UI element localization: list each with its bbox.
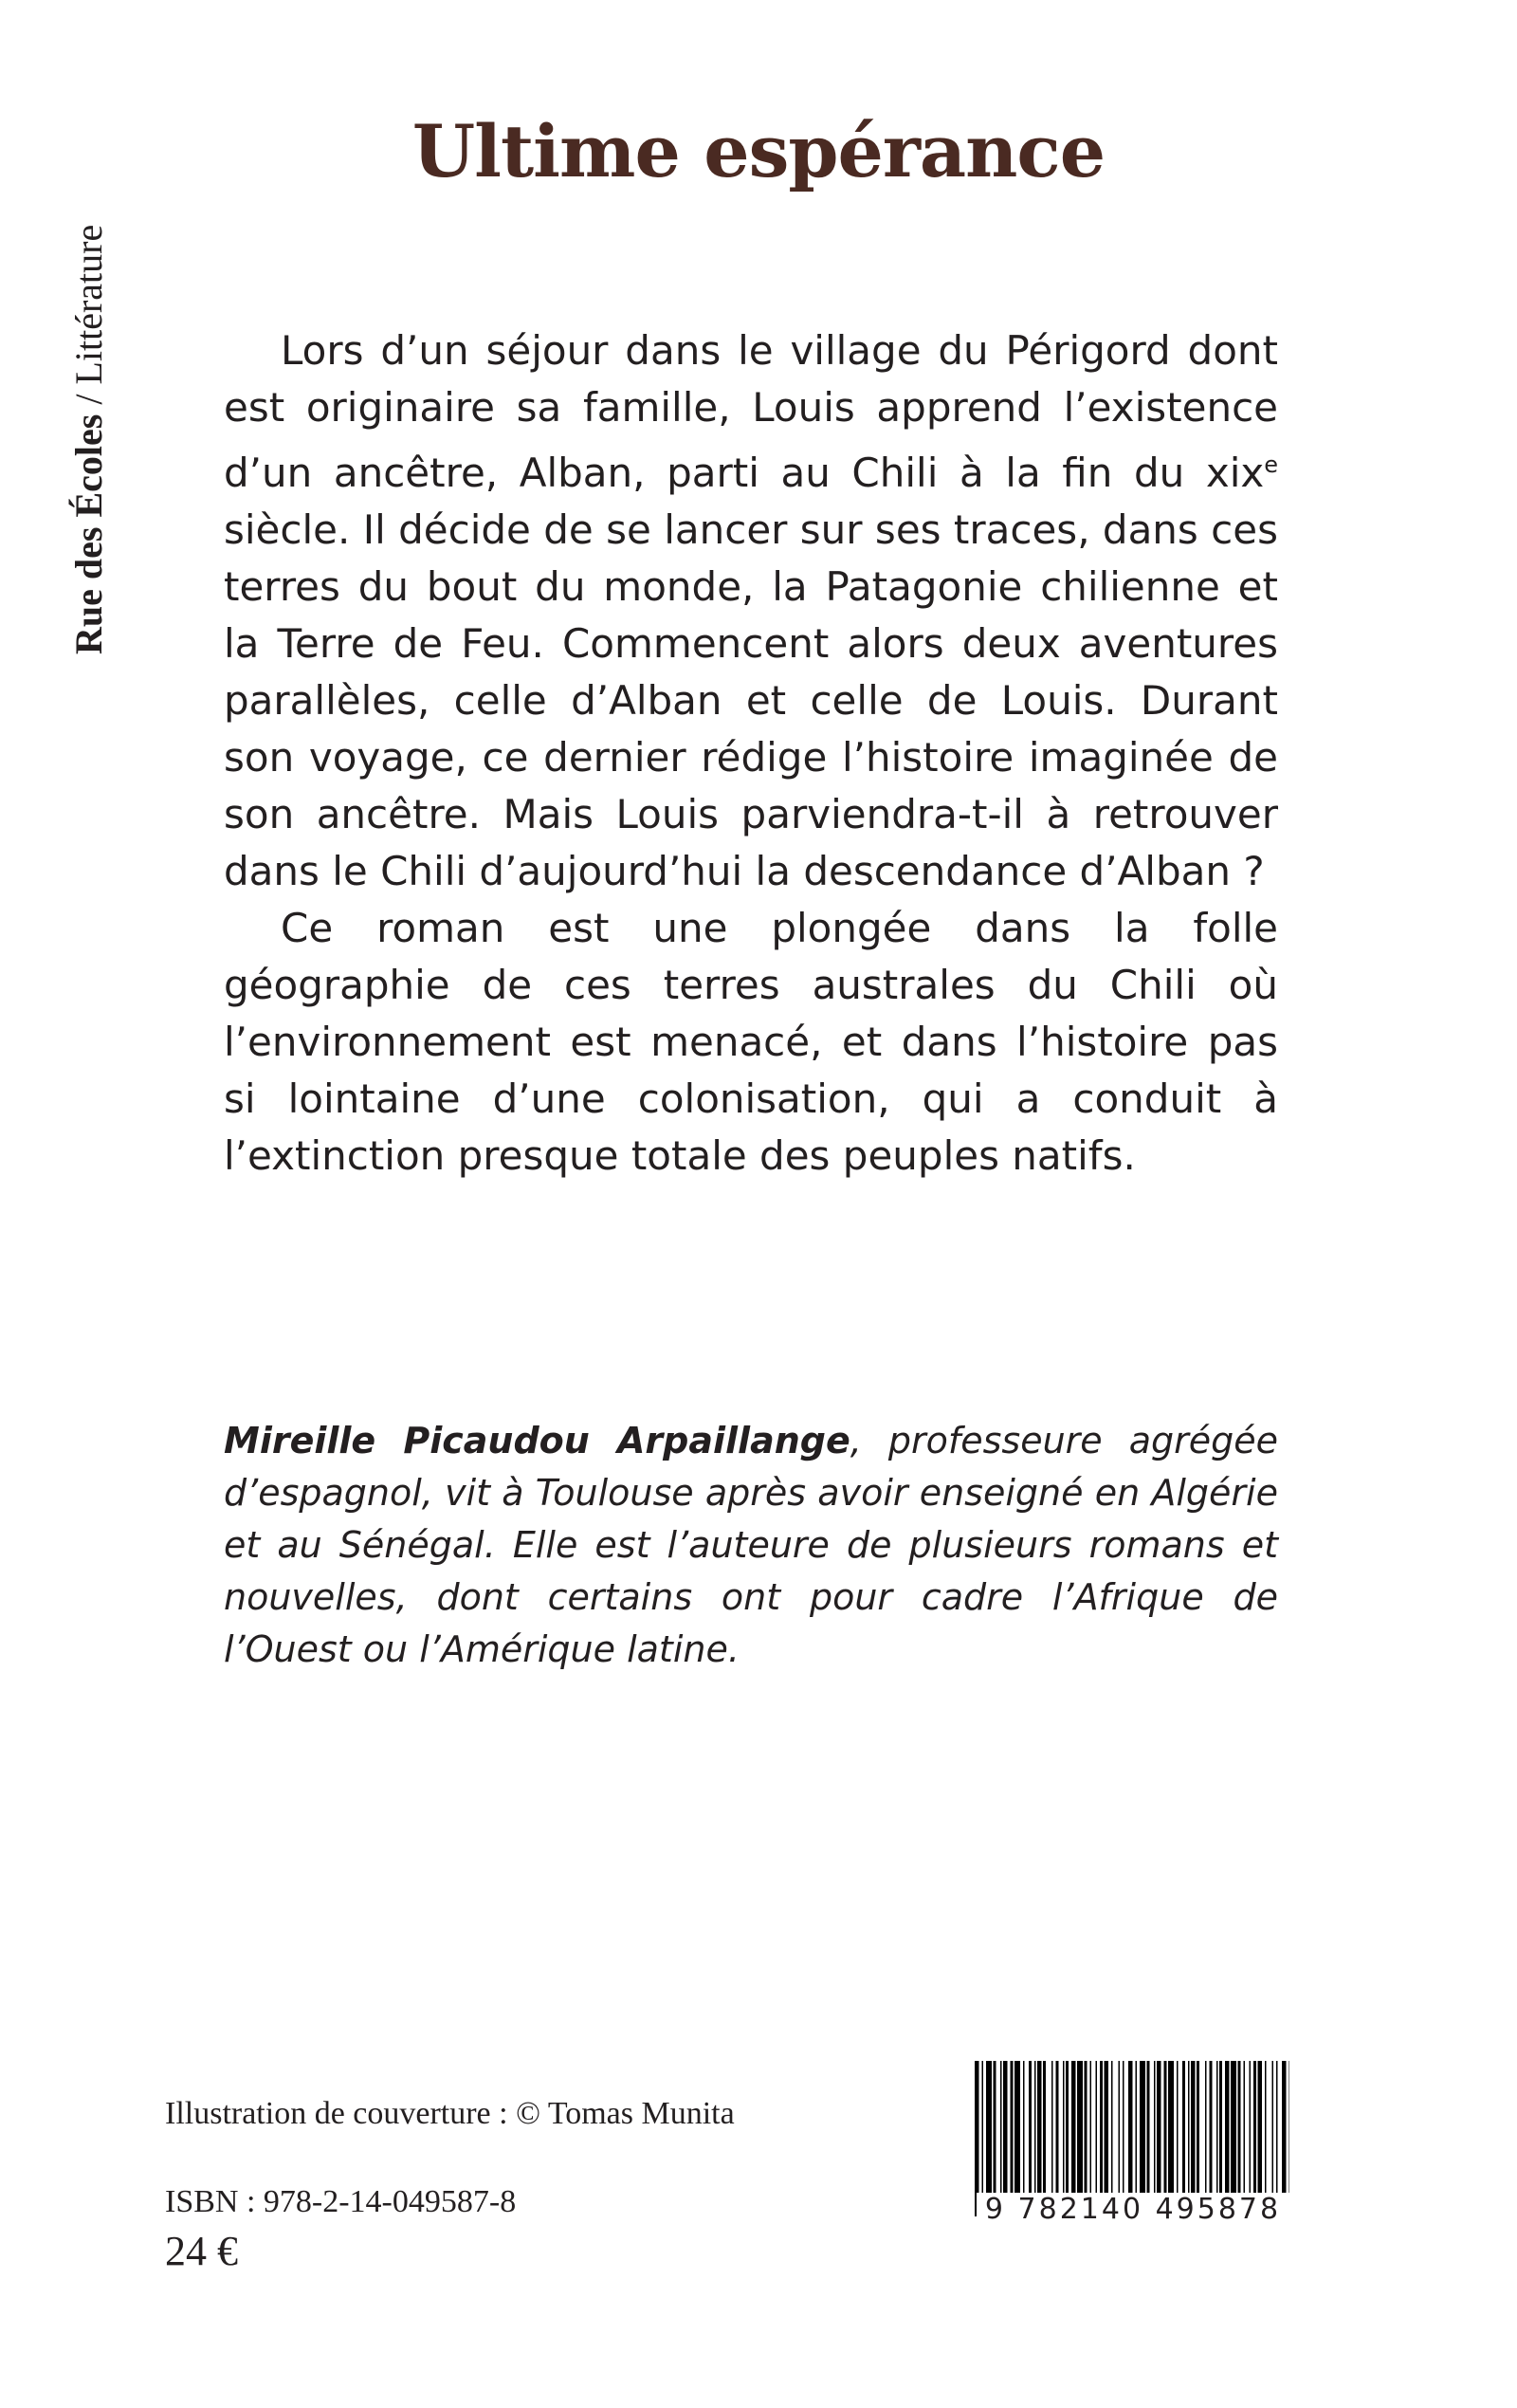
author-bio-text: , professeure agrégée d’espagnol, vit à Toulouse après avoir enseigné en Algérie et au Sénégal. Elle est l’auteure de plusieurs romans et nouvelles, dont certains ont pour cadre l’Afrique de l’Ouest ou l’Amérique latine. bbox=[224, 1420, 1278, 1670]
price: 24 € bbox=[165, 2228, 238, 2274]
spine-separator: / bbox=[67, 384, 110, 414]
author-name: Mireille Picaudou Arpaillange bbox=[224, 1420, 850, 1461]
summary bbox=[224, 322, 1278, 1185]
spine-text bbox=[66, 225, 111, 654]
collection-name: Littérature bbox=[67, 224, 110, 385]
isbn: ISBN : 978-2-14-049587-8 bbox=[165, 2184, 517, 2219]
author-bio bbox=[224, 1415, 1278, 1676]
summary-paragraph-2: Ce roman est une plongée dans la folle géographie de ces terres australes du Chili où l’environnement est menacé, et dans l’histoire pas si lointaine d’une colonisation, qui a conduit à l’extinction presque totale des peuples natifs. bbox=[224, 905, 1278, 1179]
book-title: Ultime espérance bbox=[411, 109, 1106, 193]
series-name: Rue des Écoles bbox=[67, 414, 110, 654]
century-superscript: e bbox=[1264, 451, 1278, 478]
summary-paragraph-1 bbox=[224, 322, 1278, 900]
cover-credit: Illustration de couverture : © Tomas Munita bbox=[165, 2096, 735, 2131]
barcode-number: 9 782140 495878 bbox=[977, 2193, 1289, 2226]
summary-p1-start: Lors d’un séjour dans le village du Périgord dont est originaire sa famille, Louis apprend l’existence d’un ancêtre, Alban, parti au Chili à la fin du xix bbox=[224, 327, 1278, 496]
summary-p1-end: siècle. Il décide de se lancer sur ses traces, dans ces terres du bout du monde, la Patagonie chilienne et la Terre de Feu. Commencent alors deux aventures parallèles, celle d’Alban et celle de Louis. Durant son voyage, ce dernier rédige l’histoire imaginée de son ancêtre. Mais Louis parviendra-t-il à retrouver dans le Chili d’aujourd’hui la descendance d’Alban ? bbox=[224, 506, 1278, 894]
